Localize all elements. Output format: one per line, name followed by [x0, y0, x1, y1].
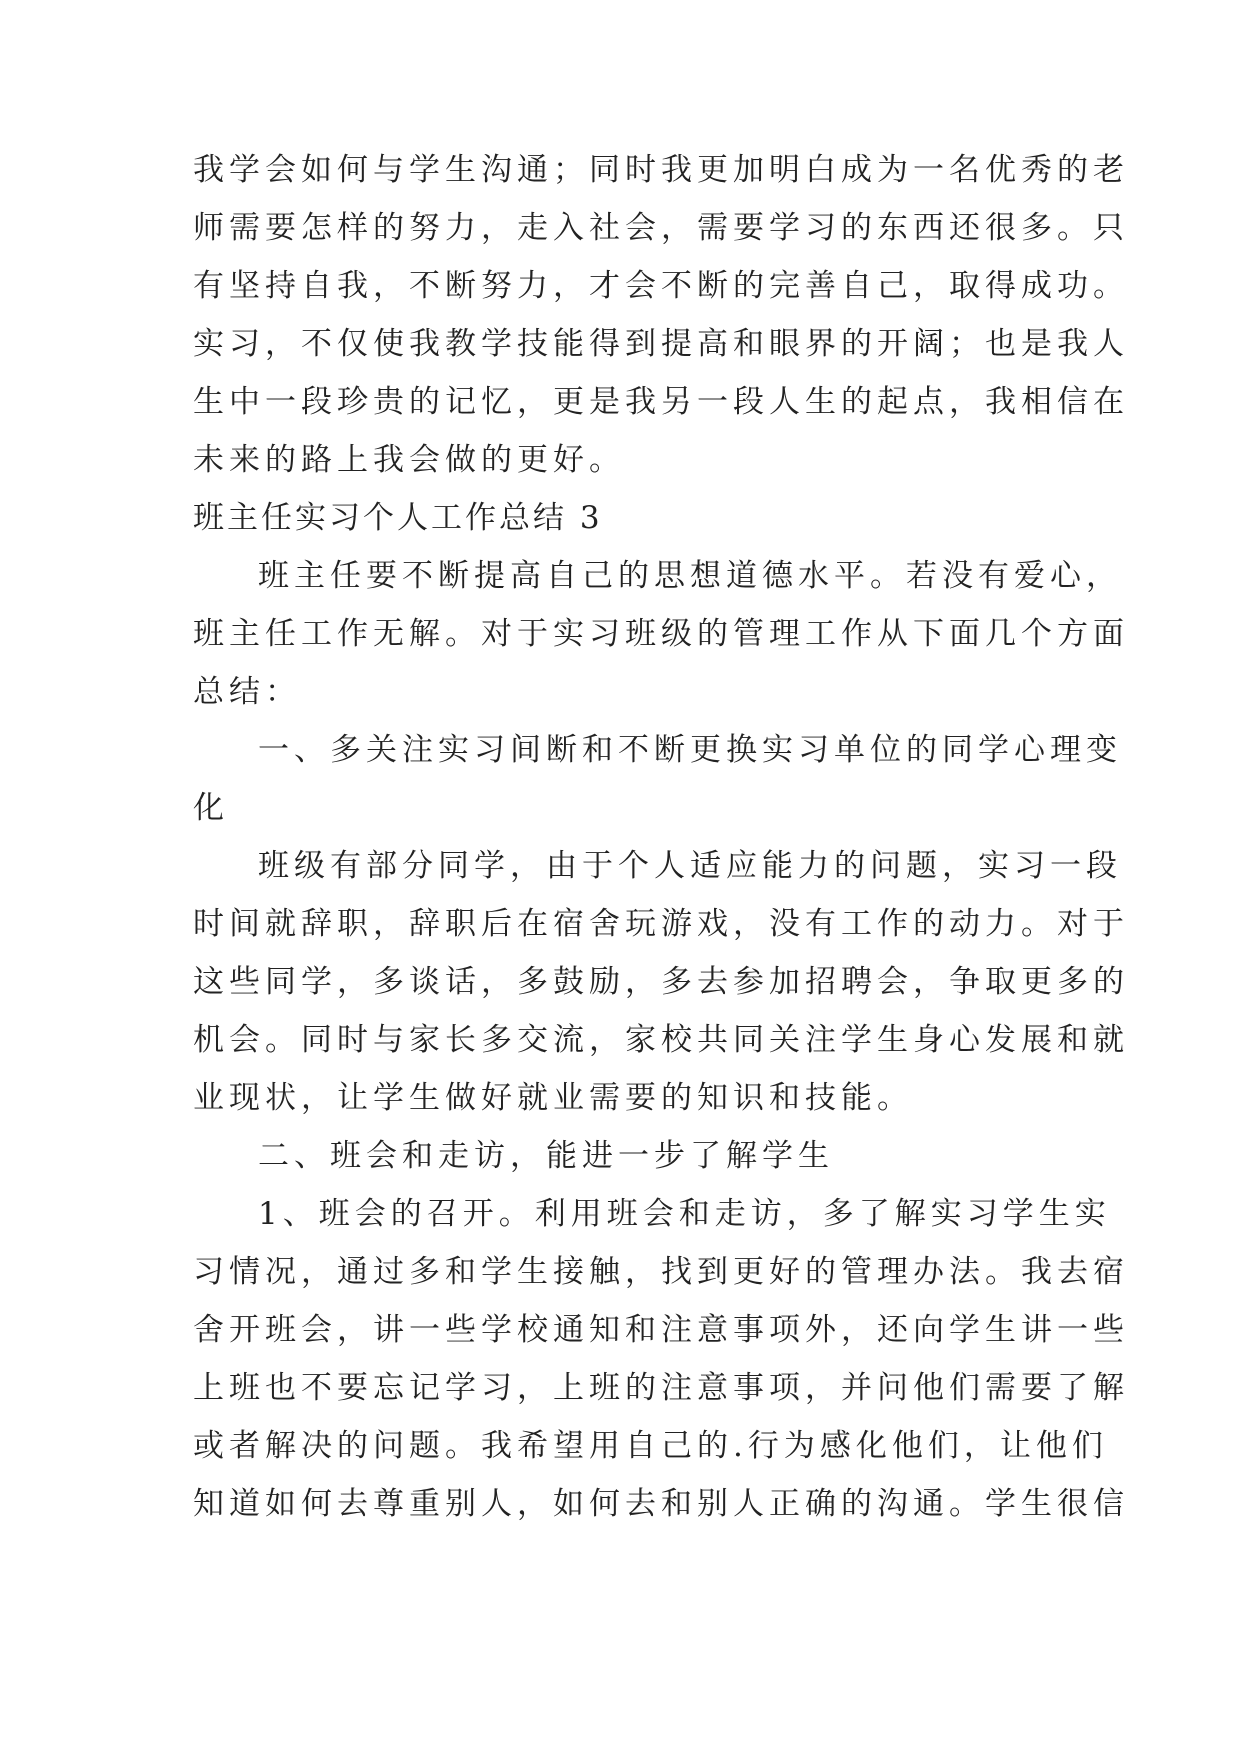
- text-line: 1、班会的召开。利用班会和走访，多了解实习学生实: [258, 1196, 1111, 1232]
- text-line: 生中一段珍贵的记忆，更是我另一段人生的起点，我相信在: [193, 384, 1129, 420]
- text-line: 班级有部分同学，由于个人适应能力的问题，实习一段: [258, 848, 1122, 884]
- subheading-line: 化: [193, 790, 229, 826]
- text-line: 我学会如何与学生沟通；同时我更加明白成为一名优秀的老: [193, 152, 1129, 188]
- text-line: 师需要怎样的努力，走入社会，需要学习的东西还很多。只: [193, 210, 1129, 246]
- text-line: 这些同学，多谈话，多鼓励，多去参加招聘会，争取更多的: [193, 964, 1129, 1000]
- text-line: 知道如何去尊重别人，如何去和别人正确的沟通。学生很信: [193, 1486, 1129, 1522]
- text-line: 有坚持自我，不断努力，才会不断的完善自己，取得成功。: [193, 268, 1129, 304]
- section-heading: 班主任实习个人工作总结 3: [193, 500, 603, 536]
- text-line: 时间就辞职，辞职后在宿舍玩游戏，没有工作的动力。对于: [193, 906, 1129, 942]
- text-line: 总结：: [193, 674, 301, 710]
- text-line: 上班也不要忘记学习，上班的注意事项，并问他们需要了解: [193, 1370, 1129, 1406]
- text-line: 习情况，通过多和学生接触，找到更好的管理办法。我去宿: [193, 1254, 1129, 1290]
- subheading-line: 一、多关注实习间断和不断更换实习单位的同学心理变: [258, 732, 1122, 768]
- text-line: 舍开班会，讲一些学校通知和注意事项外，还向学生讲一些: [193, 1312, 1129, 1348]
- text-line: 实习，不仅使我教学技能得到提高和眼界的开阔；也是我人: [193, 326, 1129, 362]
- text-line: 业现状，让学生做好就业需要的知识和技能。: [193, 1080, 913, 1116]
- text-line: 班主任工作无解。对于实习班级的管理工作从下面几个方面: [193, 616, 1129, 652]
- subheading-line: 二、班会和走访，能进一步了解学生: [258, 1138, 834, 1174]
- text-line: 班主任要不断提高自己的思想道德水平。若没有爱心，: [258, 558, 1122, 594]
- text-line: 未来的路上我会做的更好。: [193, 442, 625, 478]
- text-line: 机会。同时与家长多交流，家校共同关注学生身心发展和就: [193, 1022, 1129, 1058]
- text-line: 或者解决的问题。我希望用自己的.行为感化他们，让他们: [193, 1428, 1108, 1464]
